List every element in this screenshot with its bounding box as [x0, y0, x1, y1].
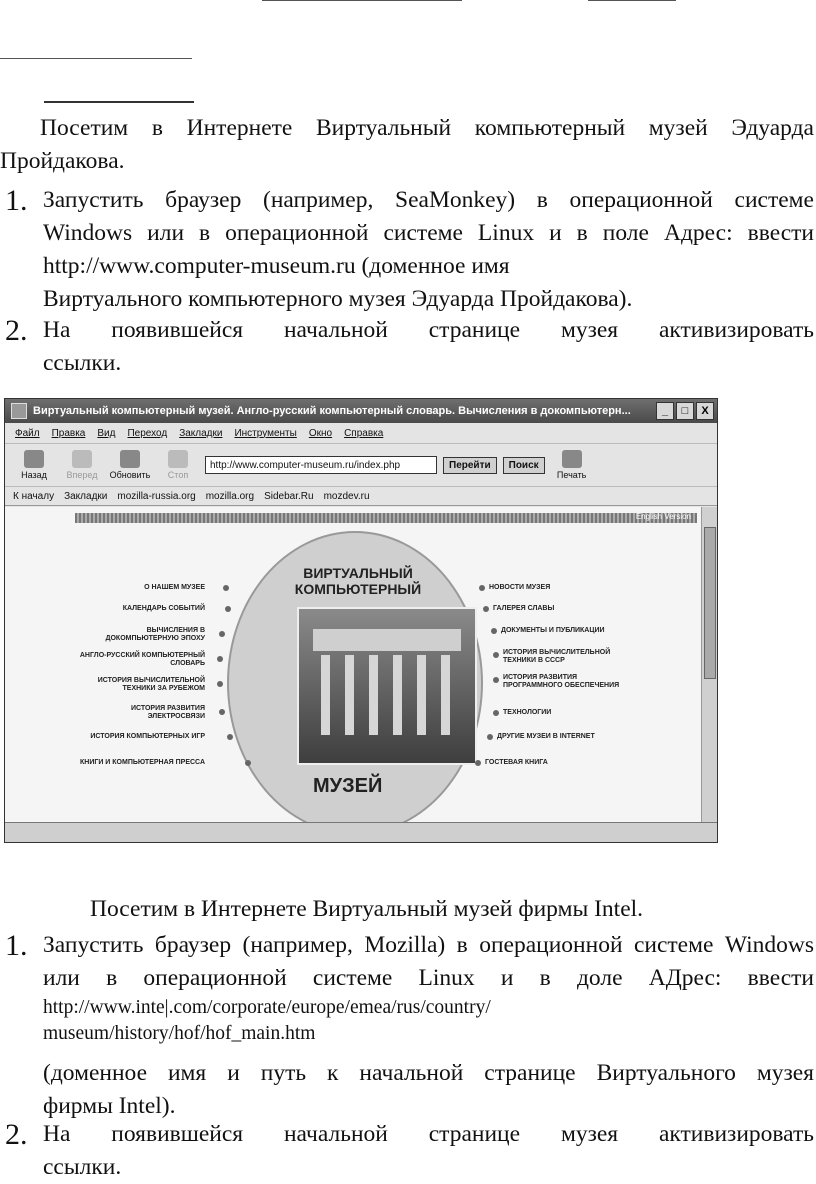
link-bullet	[217, 656, 223, 662]
bookmarks-bar	[5, 487, 717, 506]
navigation-toolbar	[5, 444, 717, 487]
menu-help[interactable]: Справка	[344, 427, 384, 439]
list2-item1-text-a: Запустить браузер (например, Mozilla) в операционной системе Windows или в операционной системе Linux и в доле АДрес: ввести	[43, 932, 814, 991]
browser-title: Виртуальный компьютерный музей. Англо-русский компьютерный словарь. Вычисления в докомпьютерн...	[33, 405, 631, 417]
link-bullet	[217, 681, 223, 687]
link-bullet	[493, 710, 499, 716]
site-link-right[interactable]: НОВОСТИ МУЗЕЯ	[489, 584, 551, 591]
temple-column	[417, 655, 426, 735]
site-link-right[interactable]: ДОКУМЕНТЫ И ПУБЛИКАЦИИ	[501, 627, 605, 634]
temple-image	[297, 607, 477, 765]
site-link-right[interactable]: ТЕХНОЛОГИИ	[503, 709, 552, 716]
site-link-right[interactable]: ГАЛЕРЕЯ СЛАВЫ	[493, 605, 555, 612]
bookmark-home[interactable]: К началу	[13, 490, 55, 502]
list2-item1-text-c: фирмы Intel).	[43, 1093, 176, 1119]
status-bar	[5, 822, 717, 842]
list1-item1-number: 1.	[5, 184, 28, 217]
list1-item1-text-b: Виртуального компьютерного музея Эдуарда Пройдакова).	[43, 286, 633, 312]
stop-icon	[168, 450, 188, 468]
bookmark-mozilla-russia[interactable]: mozilla-russia.org	[117, 490, 196, 502]
list1-item2-text-b: ссылки.	[43, 350, 122, 376]
bookmark-mozdev[interactable]: mozdev.ru	[323, 490, 370, 502]
reload-button[interactable]: Обновить	[109, 450, 151, 480]
temple-column	[345, 655, 354, 735]
top-rule-1	[262, 0, 462, 1]
intro-paragraph-1: Посетим в Интернете Виртуальный компьютерный музей Эдуарда Пройдакова.	[0, 115, 814, 174]
app-icon	[11, 403, 27, 419]
list2-item1-url-1: http://www.inte|.com/corporate/europe/emea/rus/country/	[43, 997, 491, 1018]
bookmark-sidebar[interactable]: Sidebar.Ru	[264, 490, 314, 502]
bookmark-mozilla[interactable]: mozilla.org	[205, 490, 255, 502]
bookmark-bookmarks[interactable]: Закладки	[64, 490, 108, 502]
list1-item2-number: 2.	[5, 314, 28, 347]
link-bullet	[225, 606, 231, 612]
top-rule-3	[0, 58, 192, 59]
search-button[interactable]: Поиск	[503, 457, 545, 474]
site-link-left[interactable]: ИСТОРИЯ РАЗВИТИЯ ЭЛЕКТРОСВЯЗИ	[130, 705, 205, 720]
menu-window[interactable]: Окно	[308, 427, 333, 439]
link-bullet	[223, 585, 229, 591]
list2-item2-text	[43, 1118, 814, 1184]
link-bullet	[491, 628, 497, 634]
print-icon	[562, 450, 582, 468]
browser-screenshot	[4, 398, 718, 843]
back-button[interactable]: Назад	[13, 450, 55, 480]
list2-item2-text-b: ссылки.	[43, 1154, 122, 1180]
site-link-right[interactable]: ИСТОРИЯ ВЫЧИСЛИТЕЛЬНОЙ ТЕХНИКИ В СССР	[503, 649, 611, 664]
menu-edit[interactable]: Правка	[51, 427, 86, 439]
browser-titlebar	[5, 399, 717, 423]
site-link-left[interactable]: ИСТОРИЯ ВЫЧИСЛИТЕЛЬНОЙ ТЕХНИКИ ЗА РУБЕЖОМ	[97, 677, 205, 692]
menu-view[interactable]: Вид	[97, 427, 116, 439]
list1-item2-text	[43, 314, 814, 380]
intro-paragraph-2: Посетим в Интернете Виртуальный музей фирмы Intel.	[90, 896, 644, 922]
list2-item1-number: 1.	[5, 929, 28, 962]
site-link-left[interactable]: ИСТОРИЯ КОМПЬЮТЕРНЫХ ИГР	[90, 733, 205, 740]
site-link-right[interactable]: ИСТОРИЯ РАЗВИТИЯ ПРОГРАММНОГО ОБЕСПЕЧЕНИЯ	[503, 674, 620, 689]
link-bullet	[219, 631, 225, 637]
site-link-right[interactable]: ГОСТЕВАЯ КНИГА	[485, 759, 548, 766]
link-bullet	[475, 760, 481, 766]
english-version-bar	[75, 513, 697, 523]
maximize-button[interactable]: □	[676, 402, 694, 420]
vertical-scrollbar[interactable]	[701, 507, 717, 823]
site-link-left[interactable]: КНИГИ И КОМПЬЮТЕРНАЯ ПРЕССА	[80, 759, 205, 766]
site-link-left[interactable]: КАЛЕНДАРЬ СОБЫТИЙ	[122, 605, 205, 612]
temple-column	[369, 655, 378, 735]
list2-item1-url-2: museum/history/hof/hof_main.htm	[43, 1023, 316, 1044]
menu-bar	[5, 423, 717, 444]
scrollbar-thumb[interactable]	[704, 527, 716, 679]
link-bullet	[245, 760, 251, 766]
list2-item2-number: 2.	[5, 1118, 28, 1151]
top-rule-4	[44, 101, 194, 103]
list2-item1-text-b: (доменное имя и путь к начальной странице Виртуального музея	[43, 1060, 814, 1086]
window-buttons	[656, 402, 714, 420]
link-bullet	[483, 606, 489, 612]
menu-tools[interactable]: Инструменты	[234, 427, 297, 439]
menu-bookmarks[interactable]: Закладки	[179, 427, 223, 439]
temple-column	[441, 655, 450, 735]
go-button[interactable]: Перейти	[443, 457, 497, 474]
print-button[interactable]: Печать	[551, 450, 593, 480]
site-title: ВИРТУАЛЬНЫЙ КОМПЬЮТЕРНЫЙ	[294, 565, 422, 597]
address-input[interactable]: http://www.computer-museum.ru/index.php	[205, 456, 437, 474]
site-museum-label: МУЗЕЙ	[313, 775, 383, 797]
reload-icon	[120, 450, 140, 468]
minimize-button[interactable]: _	[656, 402, 674, 420]
forward-button[interactable]: Вперед	[61, 450, 103, 480]
link-bullet	[493, 652, 499, 658]
menu-file[interactable]: Файл	[15, 427, 40, 439]
temple-column	[321, 655, 330, 735]
stop-button[interactable]: Стоп	[157, 450, 199, 480]
link-bullet	[227, 734, 233, 740]
list2-item2-text-a: На появившейся начальной странице музея активизировать	[43, 1121, 814, 1147]
list1-item2-text-a: На появившейся начальной странице музея активизировать	[43, 317, 814, 343]
site-link-left[interactable]: О НАШЕМ МУЗЕЕ	[144, 584, 205, 591]
link-bullet	[219, 709, 225, 715]
close-button[interactable]: X	[696, 402, 714, 420]
forward-icon	[72, 450, 92, 468]
site-link-right[interactable]: ДРУГИЕ МУЗЕИ В INTERNET	[497, 733, 595, 740]
site-link-left[interactable]: АНГЛО-РУССКИЙ КОМПЬЮТЕРНЫЙ СЛОВАРЬ	[79, 652, 205, 667]
list1-item1-text	[43, 184, 814, 316]
list2-item1-text	[43, 929, 814, 1123]
temple-column	[393, 655, 402, 735]
menu-go[interactable]: Переход	[127, 427, 168, 439]
english-version-link[interactable]: English Version	[635, 512, 691, 521]
link-bullet	[487, 734, 493, 740]
temple-roof	[313, 629, 461, 651]
site-link-left[interactable]: ВЫЧИСЛЕНИЯ В ДОКОМПЬЮТЕРНУЮ ЭПОХУ	[105, 627, 205, 642]
link-bullet	[493, 677, 499, 683]
back-icon	[24, 450, 44, 468]
list1-item1-text-a: Запустить браузер (например, SeaMonkey) в операционной системе Windows или в операционной системе Linux и в поле Адрес: ввести http://www.computer-museum.ru (доменное имя	[43, 187, 814, 279]
link-bullet	[479, 585, 485, 591]
top-rule-2	[588, 0, 676, 1]
page-content	[5, 507, 701, 823]
